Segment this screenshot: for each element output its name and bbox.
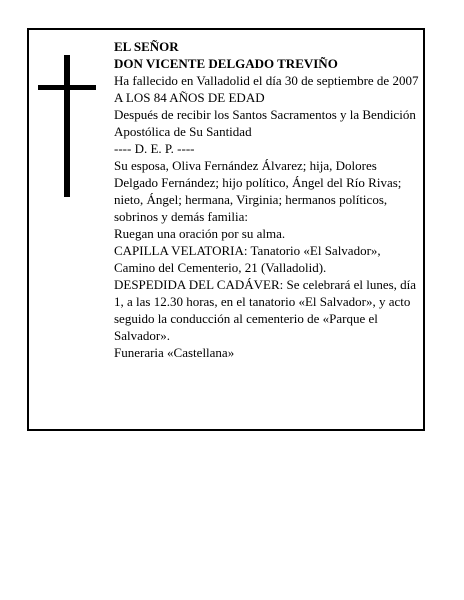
- family-line: Su esposa, Oliva Fernández Álvarez; hija, Dolores Delgado Fernández; hijo político, Ángel del Río Rivas; nieto, Ángel; hermana, Virginia; hermanos políticos, sobrinos y demás familia:: [114, 158, 402, 224]
- cross-horizontal-bar: [38, 85, 96, 90]
- deceased-name: DON VICENTE DELGADO TREVIÑO: [114, 56, 338, 71]
- rip-line: ---- D. E. P. ----: [114, 141, 195, 156]
- chapel-line: CAPILLA VELATORIA: Tanatorio «El Salvador», Camino del Cementerio, 21 (Valladolid).: [114, 243, 381, 275]
- funeral-home-line: Funeraria «Castellana»: [114, 345, 235, 360]
- age-line: A LOS 84 AÑOS DE EDAD: [114, 90, 265, 105]
- cross-vertical-bar: [64, 55, 70, 197]
- funeral-line: DESPEDIDA DEL CADÁVER: Se celebrará el lunes, día 1, a las 12.30 horas, en el tanatorio «El Salvador», y acto seguido la conducción al cementerio de «Parque el Salvador».: [114, 277, 417, 343]
- cross-icon: [38, 55, 96, 197]
- death-line: Ha fallecido en Valladolid el día 30 de septiembre de 2007: [114, 73, 419, 88]
- notice-text-block: [114, 38, 419, 361]
- sacraments-line: Después de recibir los Santos Sacramentos y la Bendición Apostólica de Su Santidad: [114, 107, 416, 139]
- prayer-line: Ruegan una oración por su alma.: [114, 226, 286, 241]
- heading-title: EL SEÑOR: [114, 39, 179, 54]
